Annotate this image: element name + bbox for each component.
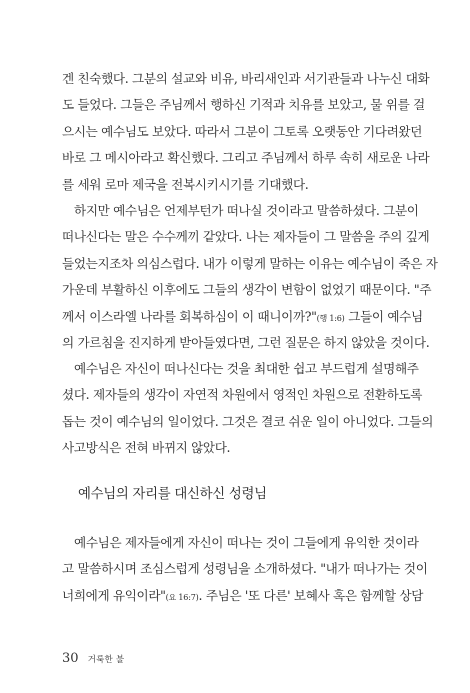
text-line: 고 말씀하시며 조심스럽게 성령님을 소개하셨다. "내가 떠나가는 것이 [62, 561, 428, 577]
text-line: 예수님은 제자들에게 자신이 떠나는 것이 그들에게 유익한 것이라 [74, 535, 419, 550]
text-tail: . 주님은 '또 다른' 보혜사 혹은 함께할 상담 [198, 587, 424, 603]
text-line: 겐 친숙했다. 그분의 설교와 비유, 바리새인과 서기관들과 나누신 대화 [62, 71, 430, 86]
text-line: 의 가르침을 진지하게 받아들였다면, 그런 질문은 하지 않았을 것이다. [62, 334, 430, 350]
text-line: 돕는 것이 예수님의 일이었다. 그것은 결코 쉬운 일이 아니었다. 그들의 [62, 413, 434, 429]
quote-text: 너희에게 유익이라" [62, 587, 166, 603]
text-line: 들었는지조차 의심스럽다. 내가 이렇게 말하는 이유는 예수님이 죽은 자 [62, 255, 438, 271]
text-line: 가운데 부활하신 이후에도 그들의 생각이 변함이 없었기 때문이다. "주 [62, 282, 432, 298]
text-line: 사고방식은 전혀 바뀌지 않았다. [62, 440, 231, 456]
scripture-reference: (요 16:7) [165, 592, 199, 602]
paragraph-3 [62, 356, 434, 462]
text-line: 떠나신다는 말은 수수께끼 같았다. 나는 제자들이 그 말씀을 주의 깊게 [62, 229, 430, 245]
text-line: 예수님은 자신이 떠나신다는 것을 최대한 쉽고 부드럽게 설명해주 [74, 361, 419, 376]
page-footer [62, 651, 124, 666]
text-line: 를 세워 로마 제국을 전복시키시기를 기대했다. [62, 176, 309, 192]
paragraph-2 [62, 198, 438, 356]
text-line: 셨다. 제자들의 생각이 자연적 차원에서 영적인 차원으로 전환하도록 [62, 387, 423, 403]
paragraph-4 [62, 530, 428, 609]
paragraph-1 [62, 66, 430, 198]
text-line: 바로 그 메시아라고 확신했다. 그리고 주님께서 하루 속히 새로운 나라 [62, 150, 430, 166]
running-book-title: 거룩한 불 [87, 655, 125, 665]
text-tail: 그들이 예수님 [344, 308, 423, 324]
text-line: 으시는 예수님도 보았다. 따라서 그분이 그토록 오랫동안 기다려왔던 [62, 123, 423, 139]
quote-text: 께서 이스라엘 나라를 회복하심이 이 때니이까?" [62, 308, 317, 324]
text-line-with-reference [62, 304, 423, 330]
text-line: 도 들었다. 그들은 주님께서 행하신 기적과 치유를 보았고, 물 위를 걸 [62, 97, 425, 113]
page-number: 30 [62, 651, 79, 666]
section-heading: 예수님의 자리를 대신하신 성령님 [78, 487, 267, 502]
scripture-reference: (행 1:6) [316, 313, 345, 323]
text-line: 하지만 예수님은 언제부턴가 떠나실 것이라고 말씀하셨다. 그분이 [74, 203, 419, 218]
text-line-with-reference [62, 583, 424, 609]
